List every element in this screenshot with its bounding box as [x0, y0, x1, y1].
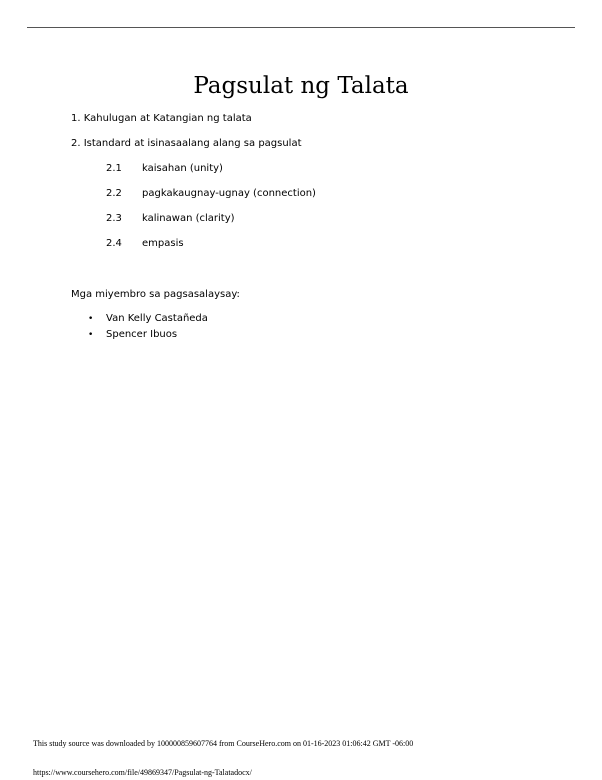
sub-item-text: kalinawan (clarity): [142, 213, 235, 224]
page-top-rule: [27, 27, 575, 28]
members-heading: Mga miyembro sa pagsasalaysay:: [71, 289, 240, 300]
list-item-1: 1. Kahulugan at Katangian ng talata: [71, 113, 252, 124]
member-name: Van Kelly Castañeda: [106, 313, 208, 324]
document-title: Pagsulat ng Talata: [193, 73, 409, 99]
sub-item-text: kaisahan (unity): [142, 163, 223, 174]
source-url-link[interactable]: https://www.coursehero.com/file/49869347/Pagsulat-ng-Talatadocx/: [33, 768, 252, 777]
bullet-icon: •: [88, 314, 94, 324]
list-item-2: 2. Istandard at isinasaalang alang sa pagsulat: [71, 138, 302, 149]
sub-item-number: 2.4: [106, 238, 122, 249]
sub-item-number: 2.3: [106, 213, 122, 224]
member-name: Spencer Ibuos: [106, 329, 178, 340]
sub-item-number: 2.2: [106, 188, 122, 199]
sub-item-text: pagkakaugnay-ugnay (connection): [142, 188, 316, 199]
bullet-icon: •: [88, 330, 94, 340]
sub-item-text: empasis: [142, 238, 184, 249]
sub-item-number: 2.1: [106, 163, 122, 174]
download-notice: This study source was downloaded by 100000859607764 from CourseHero.com on 01-16-2023 01:06:42 GMT -06:00: [33, 739, 414, 748]
